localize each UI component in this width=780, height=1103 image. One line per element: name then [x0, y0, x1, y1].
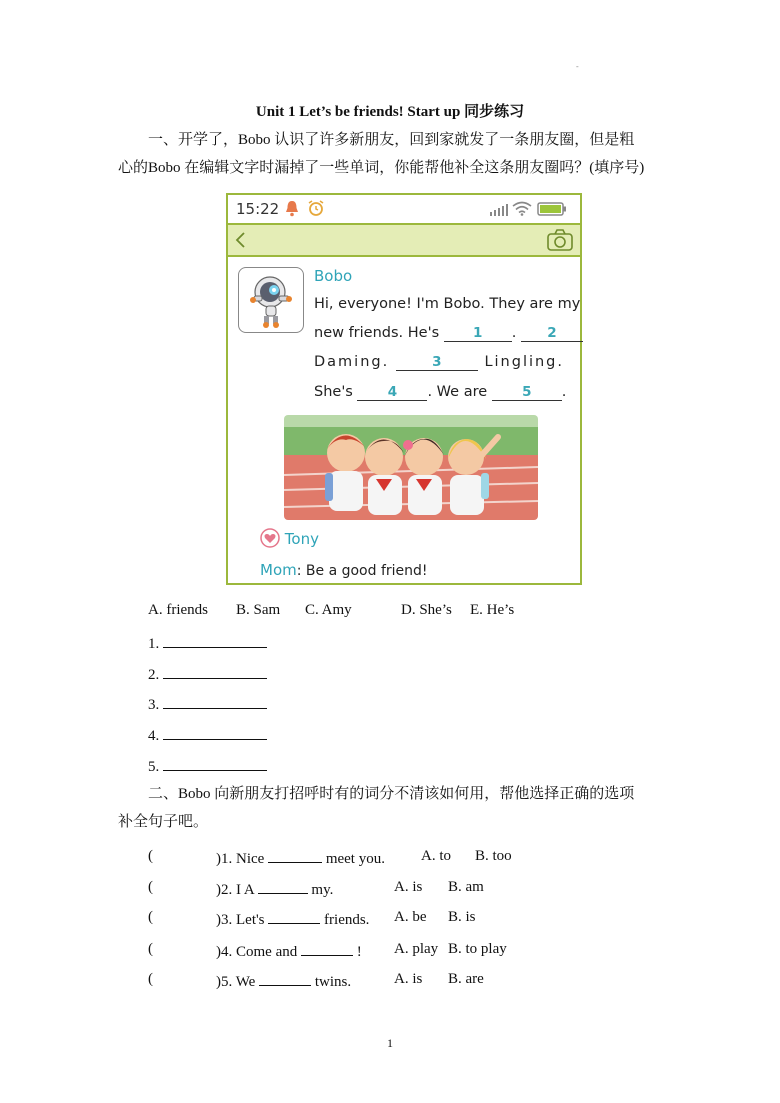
answer-options: [148, 602, 514, 619]
bell-icon: [284, 200, 300, 217]
wifi-icon: [512, 201, 532, 216]
stem-text: meet you.: [325, 851, 385, 867]
answer-number: 4.: [148, 728, 160, 744]
nav-bar: [228, 225, 580, 257]
option-c: C. Amy: [305, 602, 352, 618]
question-5: [148, 971, 648, 991]
post-text: .: [561, 384, 567, 400]
post-line-4: [314, 384, 566, 401]
question-4: [148, 941, 648, 961]
question-stem: [216, 879, 333, 899]
section2-instruction: [118, 780, 663, 836]
answer-row-5[interactable]: [148, 756, 267, 776]
alarm-icon: [307, 199, 325, 217]
question-blank[interactable]: [259, 971, 311, 986]
option-e: E. He’s: [470, 602, 515, 618]
answer-paren[interactable]: (: [148, 848, 153, 864]
answer-number: 5.: [148, 759, 160, 775]
answer-line[interactable]: [163, 694, 267, 709]
answer-paren[interactable]: (: [148, 941, 153, 957]
option-b: B. Sam: [236, 602, 281, 618]
worksheet-title: Unit 1 Let’s be friends! Start up 同步练习: [255, 104, 525, 120]
stem-text: )4. Come and: [216, 944, 298, 960]
stem-text: )5. We: [216, 974, 256, 990]
choice-b[interactable]: B. are: [448, 971, 484, 987]
question-blank[interactable]: [301, 941, 353, 956]
robot-icon: [239, 268, 301, 330]
section1-instruction-line1: 一、开学了，Bobo 认识了许多新朋友，回到家就发了一条朋友圈，但是粗: [148, 132, 635, 148]
like-line: [260, 528, 319, 548]
blank-2: 2: [521, 325, 583, 342]
stem-text: )3. Let's: [216, 912, 265, 928]
section2-instruction-line1: 二、Bobo 向新朋友打招呼时有的词分不清该如何用，帮他选择正确的选项: [148, 786, 635, 802]
post-text: Lingling.: [484, 354, 564, 370]
choice-b[interactable]: B. too: [475, 848, 512, 864]
answer-number: 3.: [148, 697, 160, 713]
comment-author: Mom: [260, 561, 297, 579]
page-number: 1: [387, 1036, 393, 1050]
question-stem: [216, 941, 362, 961]
option-d: D. She’s: [401, 602, 452, 618]
battery-icon: [537, 202, 567, 216]
answer-row-2[interactable]: [148, 664, 267, 684]
question-blank[interactable]: [258, 879, 308, 894]
answer-number: 2.: [148, 667, 160, 683]
blank-5: 5: [492, 384, 562, 401]
bobo-avatar: [238, 267, 304, 333]
post-line-2: [314, 325, 583, 342]
blank-3: 3: [396, 354, 478, 371]
choice-a[interactable]: A. be: [394, 909, 427, 925]
answer-line[interactable]: [163, 756, 267, 771]
choice-b[interactable]: B. am: [448, 879, 484, 895]
choice-a[interactable]: A. is: [394, 879, 423, 895]
status-time: 15:22: [236, 200, 280, 218]
post-line-3: [314, 354, 564, 371]
question-1: [148, 848, 648, 868]
heart-icon[interactable]: [260, 528, 280, 548]
post-text: . We are: [427, 384, 488, 400]
stem-text: friends.: [324, 912, 370, 928]
stem-text: !: [356, 944, 362, 960]
choice-a[interactable]: A. play: [394, 941, 439, 957]
section2-instruction-line2: 补全句子吧。: [118, 814, 209, 830]
camera-icon[interactable]: [546, 228, 574, 252]
choice-b[interactable]: B. is: [448, 909, 476, 925]
like-name: Tony: [284, 530, 319, 548]
status-bar: [228, 195, 580, 225]
question-stem: [216, 909, 369, 929]
answer-row-4[interactable]: [148, 725, 267, 745]
comment-text: : Be a good friend!: [296, 563, 428, 579]
question-blank[interactable]: [268, 909, 320, 924]
post-text: Daming.: [314, 354, 390, 370]
answer-line[interactable]: [163, 725, 267, 740]
question-stem: [216, 971, 351, 991]
comment-line: [260, 561, 428, 579]
question-blank[interactable]: [268, 848, 322, 863]
phone-mockup: [226, 193, 582, 585]
blank-4: 4: [357, 384, 427, 401]
answer-paren[interactable]: (: [148, 909, 153, 925]
answer-paren[interactable]: (: [148, 971, 153, 987]
answer-row-1[interactable]: [148, 633, 267, 653]
option-a: A. friends: [148, 602, 208, 618]
section1-instruction-line2: 心的Bobo 在编辑文字时漏掉了一些单词，你能帮他补全这条朋友圈吗？(填序号): [118, 160, 645, 176]
answer-line[interactable]: [163, 633, 267, 648]
question-3: [148, 909, 648, 929]
question-stem: [216, 848, 385, 868]
post-line-1: Hi, everyone! I'm Bobo. They are my: [314, 296, 581, 312]
stem-text: )1. Nice: [216, 851, 265, 867]
friends-photo: [284, 415, 538, 520]
answer-row-3[interactable]: [148, 694, 267, 714]
corner-mark: -: [576, 62, 579, 71]
choice-a[interactable]: A. is: [394, 971, 423, 987]
choice-a[interactable]: A. to: [421, 848, 451, 864]
answer-line[interactable]: [163, 664, 267, 679]
question-2: [148, 879, 648, 899]
blank-1: 1: [444, 325, 512, 342]
answer-number: 1.: [148, 636, 160, 652]
post-text: .: [511, 325, 517, 341]
stem-text: )2. I A: [216, 882, 254, 898]
post-text: new friends. He's: [314, 325, 440, 341]
choice-b[interactable]: B. to play: [448, 941, 507, 957]
answer-paren[interactable]: (: [148, 879, 153, 895]
signal-icon: [490, 204, 508, 216]
stem-text: twins.: [314, 974, 352, 990]
stem-text: my.: [311, 882, 334, 898]
section1-instruction: [118, 126, 663, 182]
post-text: She's: [314, 384, 353, 400]
back-icon[interactable]: [234, 231, 246, 249]
post-author: Bobo: [314, 267, 353, 285]
